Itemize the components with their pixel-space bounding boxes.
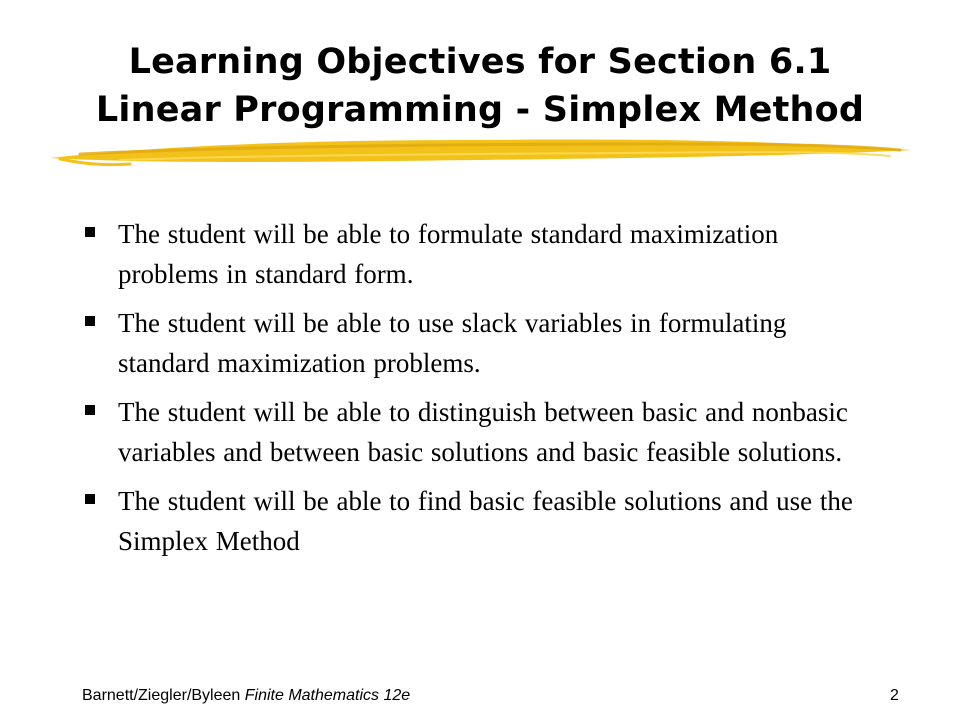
square-bullet-icon <box>85 316 95 326</box>
objectives-list <box>82 214 882 570</box>
objective-item <box>82 214 882 294</box>
title-line-1: Learning Objectives for Section 6.1 <box>128 42 832 82</box>
objective-text: The student will be able to formulate standard maximization problems in standard form. <box>118 219 779 289</box>
footer-book-title: Finite Mathematics 12e <box>244 687 411 704</box>
square-bullet-icon <box>85 494 95 504</box>
objective-text: The student will be able to find basic feasible solutions and use the Simplex Method <box>118 486 853 556</box>
title-line-2: Linear Programming - Simplex Method <box>95 90 865 130</box>
objective-item <box>82 392 882 472</box>
square-bullet-icon <box>85 227 95 237</box>
objective-text: The student will be able to use slack variables in formulating standard maximization problems. <box>118 308 787 378</box>
page-number: 2 <box>890 687 899 704</box>
square-bullet-icon <box>85 405 95 415</box>
footer-authors: Barnett/Ziegler/Byleen <box>82 687 245 704</box>
slide-title <box>0 38 960 134</box>
objective-text: The student will be able to distinguish between basic and nonbasic variables and between basic solutions and basic feasible solutions. <box>118 397 848 467</box>
objective-item <box>82 303 882 383</box>
footer-citation <box>82 686 410 706</box>
title-underline-brushstroke <box>40 128 920 172</box>
objective-item <box>82 481 882 561</box>
